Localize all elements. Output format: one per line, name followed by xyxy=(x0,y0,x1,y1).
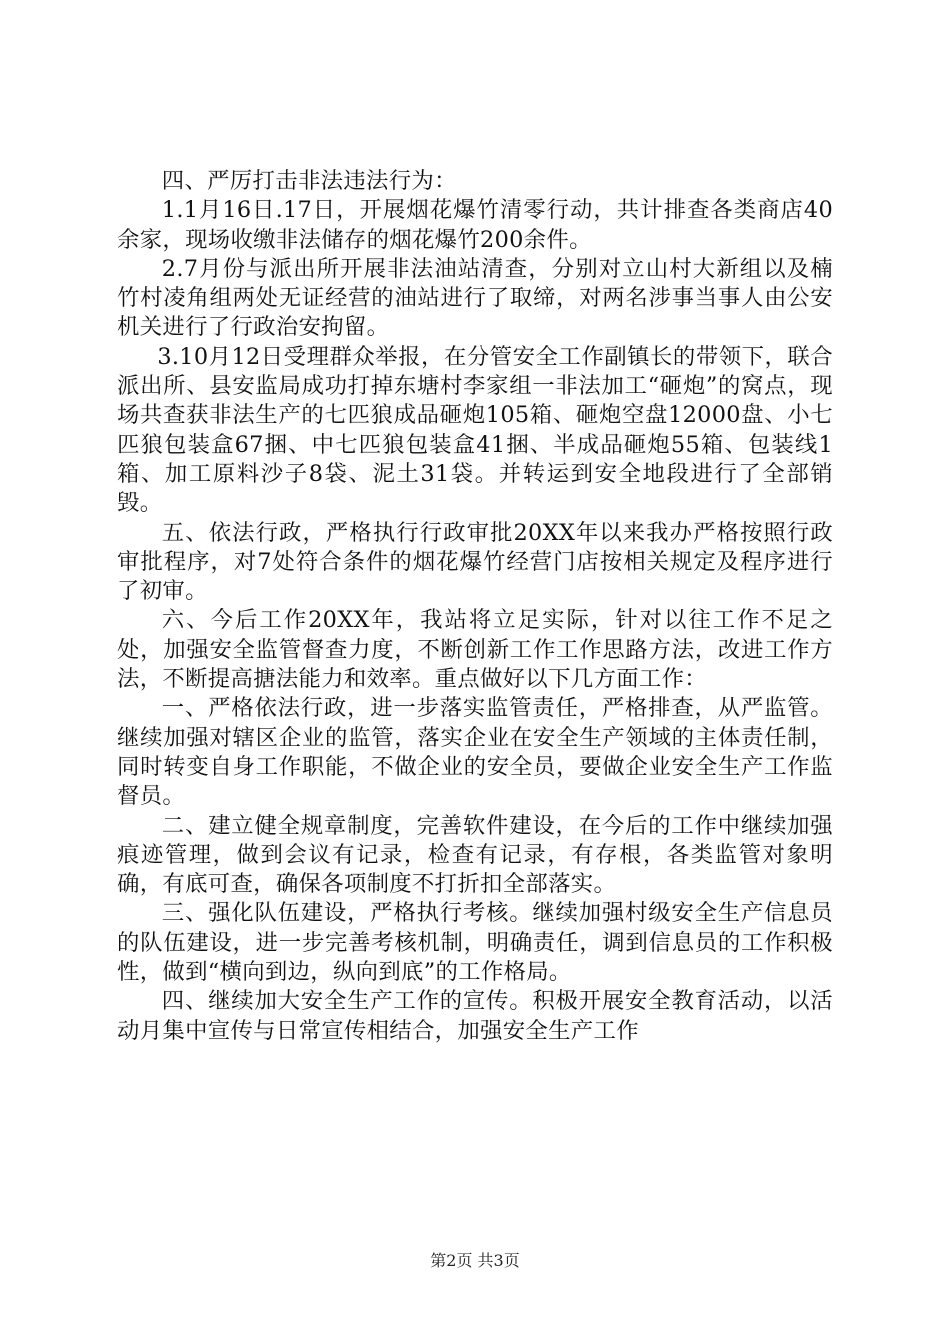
paragraph-item-2: 2.7月份与派出所开展非法油站清查，分别对立山村大新组以及楠竹村凌角组两处无证经营的油站进行了取缔，对两名涉事当事人由公安机关进行了行政治安拘留。 xyxy=(117,255,833,341)
paragraph-section-4-heading: 四、严厉打击非法违法行为： xyxy=(161,168,457,194)
paragraph-plan-1: 一、严格依法行政，进一步落实监管责任，严格排查，从严监管。继续加强对辖区企业的监管，落实企业在安全生产领域的主体责任制，同时转变自身工作职能，不做企业的安全员，要做企业安全生产工作监督员。 xyxy=(117,695,833,810)
paragraph-plan-4: 四、继续加大安全生产工作的宣传。积极开展安全教育活动，以活动月集中宣传与日常宣传相结合，加强安全生产工作 xyxy=(117,988,833,1044)
paragraph-section-6: 六、今后工作20XX年，我站将立足实际，针对以往工作不足之处，加强安全监管督查力度，不断创新工作工作思路方法，改进工作方法，不断提高搪法能力和效率。重点做好以下几方面工作： xyxy=(117,607,833,693)
document-body xyxy=(117,167,833,1046)
paragraph-plan-3: 三、强化队伍建设，严格执行考核。继续加强村级安全生产信息员的队伍建设，进一步完善考核机制，明确责任，调到信息员的工作积极性，做到“横向到边，纵向到底”的工作格局。 xyxy=(117,900,833,986)
paragraph-section-5: 五、依法行政，严格执行行政审批20XX年以来我办严格按照行政审批程序，对7处符合条件的烟花爆竹经营门店按相关规定及程序进行了初审。 xyxy=(117,519,833,605)
paragraph-item-3: 3.10月12日受理群众举报，在分管安全工作副镇长的带领下，联合派出所、县安监局成功打掉东塘村李家组一非法加工“砸炮”的窝点，现场共查获非法生产的七匹狼成品砸炮105箱、砸炮空盘12000盘、小七匹狼包装盒67捆、中七匹狼包装盒41捆、半成品砸炮55箱、包装线1箱、加工原料沙子8袋、泥土31袋。并转运到安全地段进行了全部销毁。 xyxy=(117,343,833,517)
page-footer: 第2页 共3页 xyxy=(430,1251,520,1270)
paragraph-plan-2: 二、建立健全规章制度，完善软件建设，在今后的工作中继续加强痕迹管理，做到会议有记录，检查有记录，有存根，各类监管对象明确，有底可查，确保各项制度不打折扣全部落实。 xyxy=(117,812,833,898)
paragraph-item-1: 1.1月16日.17日，开展烟花爆竹清零行动，共计排查各类商店40余家，现场收缴非法储存的烟花爆竹200余件。 xyxy=(117,197,833,253)
